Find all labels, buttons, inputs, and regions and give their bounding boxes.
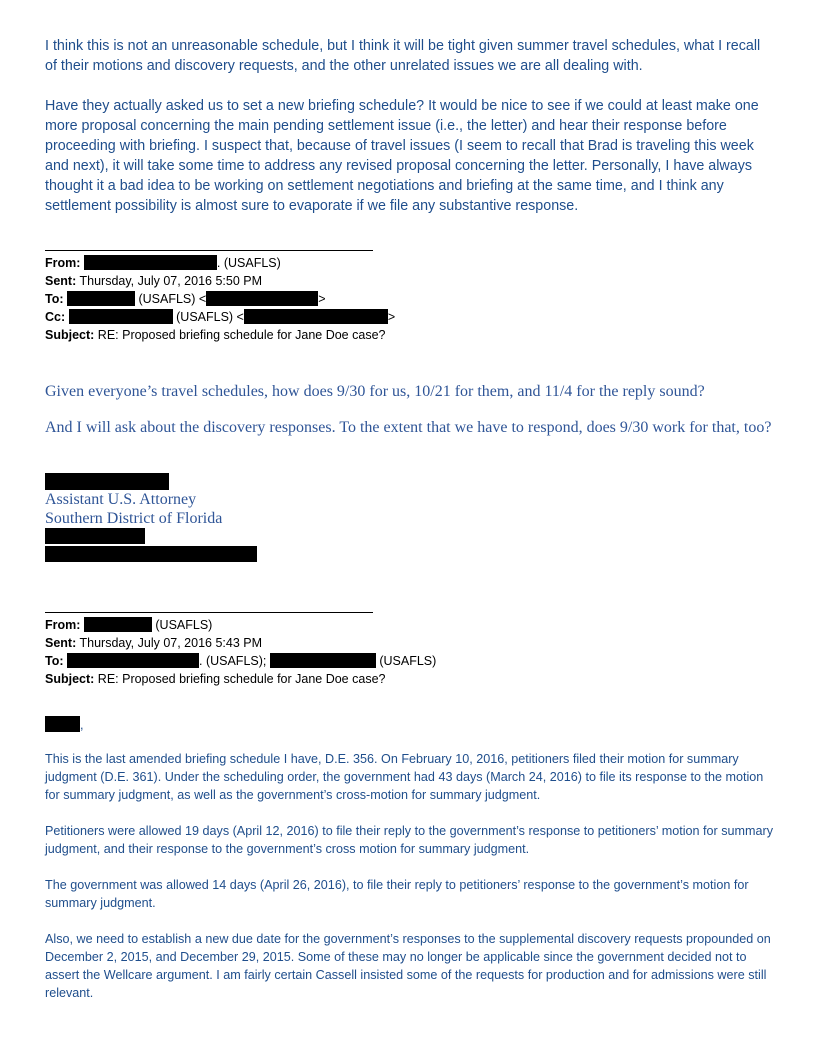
email-2-from-row: From: (USAFLS): [45, 618, 213, 632]
top-message: [45, 36, 775, 216]
email-2-body: [45, 750, 775, 1002]
greeting-comma: ,: [80, 718, 84, 732]
email-1-body-para-1: Given everyone’s travel schedules, how does 9/30 for us, 10/21 for them, and 11/4 for the reply sound?: [45, 383, 705, 400]
redacted-phone: [45, 528, 145, 544]
email-2-subject-row: Subject: RE: Proposed briefing schedule for Jane Doe case?: [45, 672, 386, 686]
email-2-body-para-4: Also, we need to establish a new due date for the government’s responses to the supplemental discovery requests propounded on December 2, 2015, and December 29, 2015. Some of these may no longer be applicable since the government decided not to assert the Wellcare argument. I am fairly certain Cassell insisted some of the requests for production and for admissions were still relevant.: [45, 932, 771, 1000]
email-1-sent-row: Sent: Thursday, July 07, 2016 5:50 PM: [45, 274, 263, 288]
redacted-name: [84, 617, 152, 632]
signature-title: Assistant U.S. Attorney: [45, 491, 197, 508]
redacted-email: [206, 291, 318, 306]
redacted-signature-name: [45, 473, 169, 490]
email-1-body-para-2: And I will ask about the discovery responses. To the extent that we have to respond, does 9/30 work for that, too?: [45, 419, 772, 436]
redacted-greeting-name: [45, 716, 80, 732]
email-2-body-para-1: This is the last amended briefing schedule I have, D.E. 356. On February 10, 2016, petitioners filed their motion for summary judgment (D.E. 361). Under the scheduling order, the government had 43 days (March 24, 2016) to file its response to the motion for summary judgment, as well as the government’s cross-motion for summary judgment.: [45, 752, 764, 802]
top-message-para-1: I think this is not an unreasonable schedule, but I think it will be tight given summer travel schedules, what I recall of their motions and discovery requests, and the other unrelated issues we are all dealing with.: [45, 38, 761, 74]
email-2-to-row: To: . (USAFLS); (USAFLS): [45, 654, 437, 668]
email-2-header: [45, 616, 436, 688]
email-1-to-row: To: (USAFLS) < >: [45, 292, 326, 306]
signature-office: Southern District of Florida: [45, 510, 223, 527]
email-1-body: [45, 382, 775, 437]
email-1-from-row: From: . (USAFLS): [45, 256, 281, 270]
redacted-name: [67, 291, 135, 306]
redacted-email: [244, 309, 388, 324]
redacted-name: [84, 255, 217, 270]
top-message-para-2: Have they actually asked us to set a new briefing schedule? It would be nice to see if we could at least make one more proposal concerning the main pending settlement issue (i.e., the letter) and hear their response before proceeding with briefing. I suspect that, because of travel issues (I seem to recall that Brad is traveling this week and next), it will take some time to address any revised proposal concerning the letter. Personally, I have always thought it a bad idea to be working on settlement negotiations and briefing at the same time, and I think any settlement possibility is almost sure to evaporate if we file any substantive response.: [45, 98, 759, 214]
email-1-header: [45, 254, 395, 344]
email-1-separator: [45, 250, 373, 251]
redacted-email: [45, 546, 257, 562]
redacted-name: [270, 653, 376, 668]
email-2-body-para-2: Petitioners were allowed 19 days (April 12, 2016) to file their reply to the government’s response to petitioners’ motion for summary judgment, and their response to the government’s cross motion for summary judgment.: [45, 824, 773, 856]
email-2-sent-row: Sent: Thursday, July 07, 2016 5:43 PM: [45, 636, 263, 650]
redacted-name: [67, 653, 199, 668]
email-2-separator: [45, 612, 373, 613]
email-1-subject-row: Subject: RE: Proposed briefing schedule for Jane Doe case?: [45, 328, 386, 342]
redacted-name: [69, 309, 173, 324]
email-1-cc-row: Cc: (USAFLS) < >: [45, 310, 396, 324]
email-2-body-para-3: The government was allowed 14 days (April 26, 2016), to file their reply to petitioners’ response to the government’s motion for summary judgment.: [45, 878, 749, 910]
email-1-signature: [45, 490, 775, 528]
